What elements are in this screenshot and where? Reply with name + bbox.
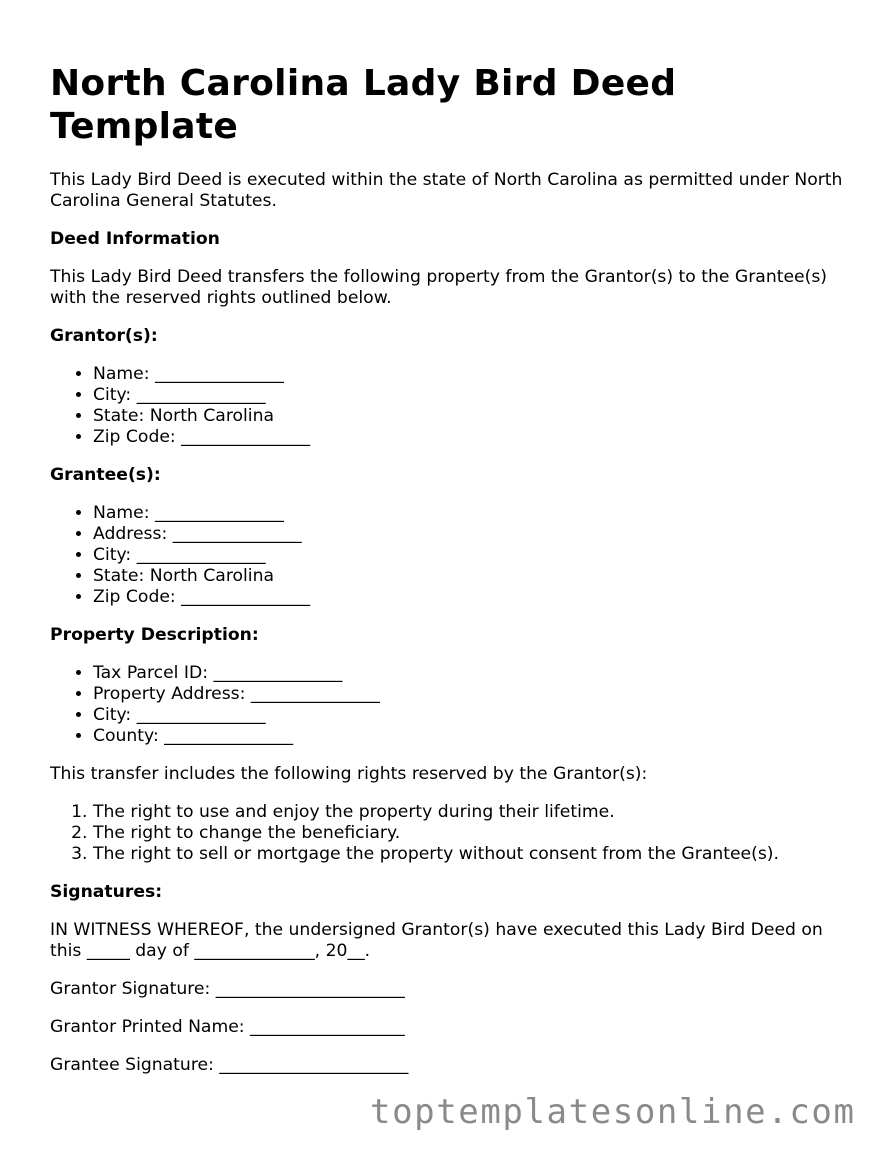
grantor-state: • State: North Carolina (93, 406, 850, 427)
grantor-heading: Grantor(s): (50, 326, 158, 346)
property-list (50, 663, 850, 747)
grantee-list (50, 503, 850, 608)
watermark: toptemplatesonline.com (370, 1092, 856, 1132)
page-title: North Carolina Lady Bird Deed Template (50, 63, 677, 147)
property-address: • Property Address: _______________ (93, 684, 850, 705)
property-tax-parcel: • Tax Parcel ID: _______________ (93, 663, 850, 684)
deed-info-heading: Deed Information (50, 229, 220, 249)
rights-list (50, 802, 850, 865)
grantee-city: • City: _______________ (93, 545, 850, 566)
grantor-printed-name-line: Grantor Printed Name: __________________ (50, 1017, 405, 1037)
right-item: 2. The right to change the beneficiary. (93, 823, 850, 844)
grantor-city: • City: _______________ (93, 385, 850, 406)
grantee-name: • Name: _______________ (93, 503, 850, 524)
grantor-signature-line: Grantor Signature: ______________________ (50, 979, 405, 999)
right-item: 1. The right to use and enjoy the property during their lifetime. (93, 802, 850, 823)
deed-info-text: This Lady Bird Deed transfers the following property from the Grantor(s) to the Grantee(s) with the reserved rights outlined below. (50, 267, 827, 308)
grantor-name: • Name: _______________ (93, 364, 850, 385)
grantor-list (50, 364, 850, 448)
grantee-zip: • Zip Code: _______________ (93, 587, 850, 608)
grantee-heading: Grantee(s): (50, 465, 161, 485)
grantor-zip: • Zip Code: _______________ (93, 427, 850, 448)
grantee-address: • Address: _______________ (93, 524, 850, 545)
grantee-state: • State: North Carolina (93, 566, 850, 587)
right-item: 3. The right to sell or mortgage the property without consent from the Grantee(s). (93, 844, 850, 865)
witness-clause: IN WITNESS WHEREOF, the undersigned Grantor(s) have executed this Lady Bird Deed on this _____ day of ______________, 20__. (50, 920, 823, 961)
grantee-signature-line: Grantee Signature: ______________________ (50, 1055, 409, 1075)
property-county: • County: _______________ (93, 726, 850, 747)
intro-paragraph: This Lady Bird Deed is executed within the state of North Carolina as permitted under North Carolina General Statutes. (50, 170, 843, 211)
property-city: • City: _______________ (93, 705, 850, 726)
rights-intro: This transfer includes the following rights reserved by the Grantor(s): (50, 764, 648, 784)
signatures-heading: Signatures: (50, 882, 163, 902)
property-heading: Property Description: (50, 625, 259, 645)
document (50, 62, 850, 1093)
